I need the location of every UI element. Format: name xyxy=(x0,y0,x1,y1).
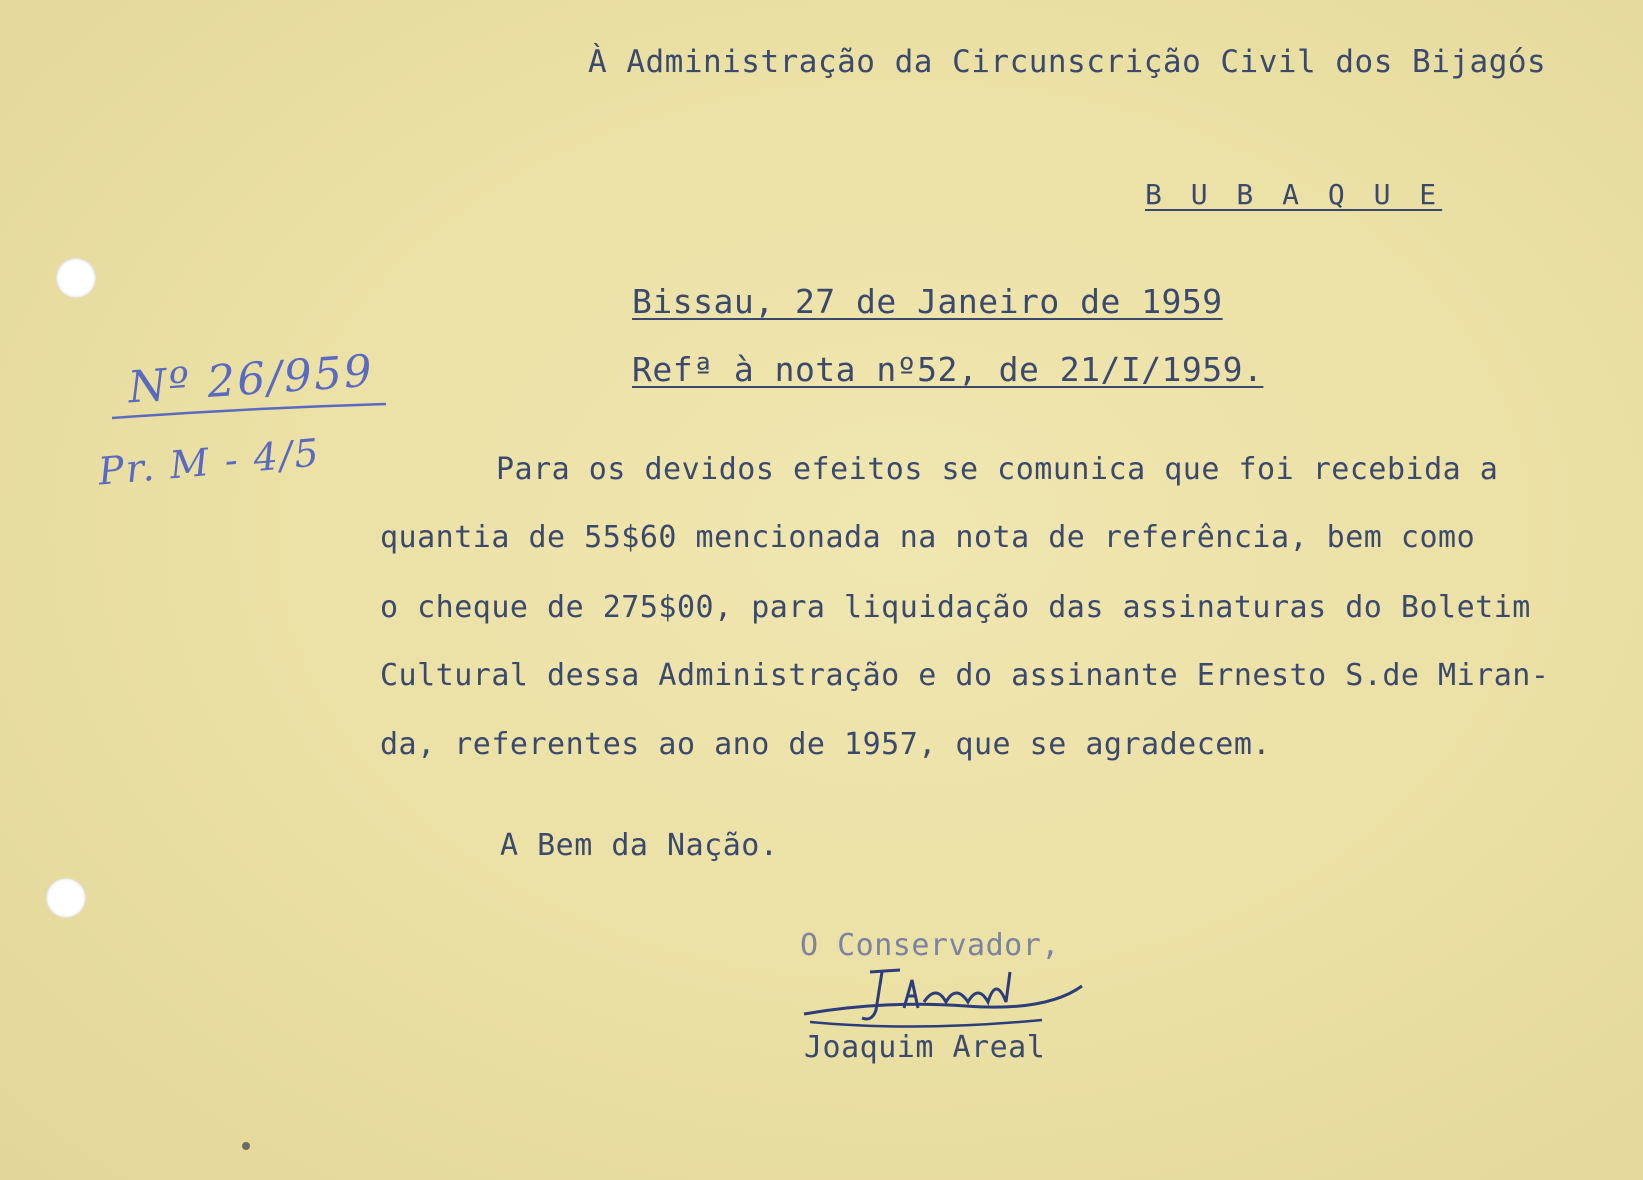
location-heading: B U B A Q U E xyxy=(1145,178,1443,211)
date-line: Bissau, 27 de Janeiro de 1959 xyxy=(632,282,1223,321)
body-line-1: Para os devidos efeitos se comunica que foi recebida a xyxy=(496,452,1499,487)
signature-mark xyxy=(796,962,1096,1032)
body-line-4: Cultural dessa Administração e do assinante Ernesto S.de Miran- xyxy=(380,658,1550,693)
body-line-2: quantia de 55$60 mencionada na nota de referência, bem como xyxy=(380,520,1476,555)
handwritten-annotation: Pr. M - 4/5 xyxy=(96,430,323,494)
signatory-name: Joaquim Areal xyxy=(804,1030,1046,1065)
reference-line: Refª à nota nº52, de 21/I/1959. xyxy=(632,350,1264,389)
handwritten-number: Nº 26/959 xyxy=(126,345,376,414)
body-line-5: da, referentes ao ano de 1957, que se agradecem. xyxy=(380,727,1271,762)
handwritten-underline xyxy=(110,402,390,424)
paper-spot xyxy=(242,1142,250,1150)
punch-hole-top xyxy=(56,258,96,298)
body-line-3: o cheque de 275$00, para liquidação das assinaturas do Boletim xyxy=(380,590,1531,625)
signatory-title: O Conservador, xyxy=(800,928,1060,963)
punch-hole-bottom xyxy=(46,878,86,918)
closing-line: A Bem da Nação. xyxy=(500,828,779,863)
addressee-line: À Administração da Circunscrição Civil dos Bijagós xyxy=(588,44,1547,80)
